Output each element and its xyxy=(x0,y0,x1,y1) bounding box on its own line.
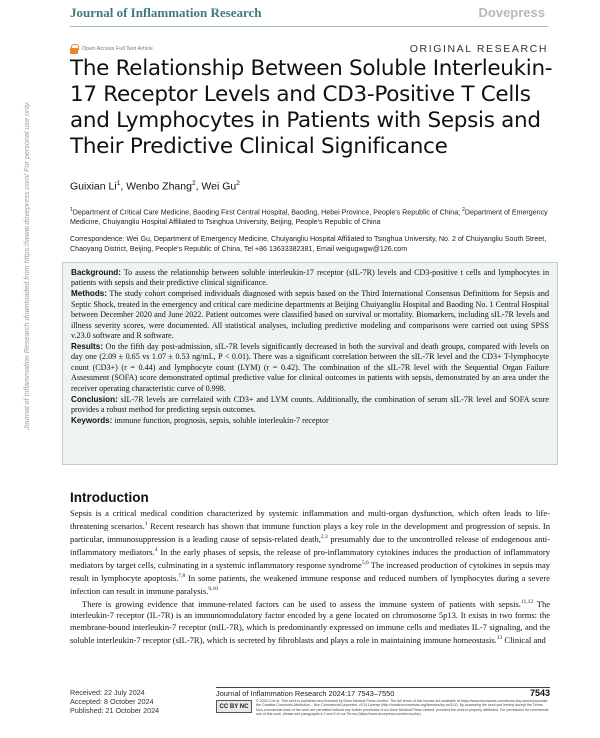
license-text: © 2024 Li et al. This work is published and licensed by Dove Medical Press Limited. The full terms of this license are available at https://www.dovepress.com/terms.php and incorporate the Creative Commons Attribution – Non Commercial (unported, v3.0) License (http://creativecommons.org/licenses/by-nc/3.0/). By accessing the work you hereby accept the Terms. Non-commercial uses of the work are permitted without any further permission from Dove Medical Press Limited, provided the work is properly attributed. For permission for commercial use of this work, please see paragraphs 4.2 and 5 of our Terms (https://www.dovepress.com/terms.php). xyxy=(256,699,549,717)
affiliation-text: Department of Emergency Medicine, Chuiyangliu Hospital Affiliated to Tsinghua University, Beijing, People's Republic of China xyxy=(70,208,548,226)
author-name[interactable]: Wenbo Zhang xyxy=(126,180,192,193)
body-text: The interleukin-7 receptor (IL-7R) is an immunomodulatory factor encoded by a gene located on chromosome 5p13. It exists in two forms: the membrane-bound interleukin-7 receptor (mIL-7R), which is predominantly expressed on immune cells and mediates IL-7 signaling, and the soluble interleukin-7 receptor (sIL-7R), which is secreted by fibroblasts and plays a role in maintaining immune homeostasis. xyxy=(70,599,551,645)
download-watermark-text: Journal of Inflammation Research downloaded from https://www.dovepress.com/ For personal use only. xyxy=(22,101,31,430)
citation-link[interactable]: 7,8 xyxy=(178,573,186,580)
abstract-methods xyxy=(71,289,549,341)
abstract-text: To assess the relationship between soluble interleukin-17 receptor (sIL-7R) levels and CD3-positive t cells and lymphocytes in patients with sepsis and their predictive clinical significance. xyxy=(71,268,549,288)
open-access-row xyxy=(70,44,153,54)
affiliation-text: Department of Critical Care Medicine, Baoding First Central Hospital, Baoding, Hebei Province, People's Republic of China; xyxy=(72,208,463,217)
section-label: Keywords: xyxy=(71,416,113,426)
correspondence: Correspondence: Wei Gu, Department of Emergency Medicine, Chuiyangliu Hospital Affiliated to Tsinghua University, No. 2 of Chuiyangliu South Street, Chaoyang District, Beijing, People's Republic of China, Tel +86 13633382381, Email weigugwgw@126.com xyxy=(70,235,547,253)
published-date: Published: 21 October 2024 xyxy=(70,706,160,715)
body-text: Sepsis is a critical medical condition characterized by systemic inflammation and multi-organ dysfunction, which often leads to life-threatening scenarios. xyxy=(70,508,550,532)
body-text: In some patients, the weakened immune response and reduced numbers of lymphocytes during a severe infection can result in immune paralysis. xyxy=(70,573,550,597)
open-lock-icon xyxy=(70,44,78,54)
body-text: Clinical and xyxy=(502,634,546,645)
journal-name[interactable]: Journal of Inflammation Research xyxy=(70,5,262,20)
author-affiliation-sup: 2 xyxy=(236,180,240,187)
section-heading-introduction: Introduction xyxy=(70,490,149,505)
abstract-box xyxy=(62,262,558,465)
footer-rule xyxy=(216,687,550,688)
author-name[interactable]: Guixian Li xyxy=(70,180,117,193)
affiliation-sup: 2 xyxy=(462,207,465,213)
citation-link[interactable]: 5,6 xyxy=(361,560,369,567)
page-number: 7543 xyxy=(529,688,550,698)
citation-link[interactable]: 11,12 xyxy=(520,599,534,606)
introduction-body xyxy=(70,508,550,646)
abstract-text: immune function, prognosis, sepsis, soluble interleukin-7 receptor xyxy=(112,416,329,426)
body-text: There is growing evidence that immune-related factors can be used to assess the immune system of patients with sepsis. xyxy=(82,599,521,610)
download-watermark xyxy=(22,101,62,430)
section-label: Methods: xyxy=(71,289,107,299)
article-dates xyxy=(70,688,159,715)
accepted-date: Accepted: 8 October 2024 xyxy=(70,697,154,706)
header-rule xyxy=(70,26,548,27)
section-label: Background: xyxy=(71,268,121,277)
citation-link[interactable]: 9,10 xyxy=(208,586,218,593)
author-list: Guixian Li$^1$, Wenbo Zhang$^2$, Wei Gu$^2$ xyxy=(70,180,240,193)
citation-link[interactable]: 13 xyxy=(496,634,503,641)
publisher-logo[interactable]: Dovepress xyxy=(478,5,545,20)
journal-header xyxy=(0,0,600,26)
section-label: Results: xyxy=(71,342,103,352)
body-text: Recent research has shown that immune function plays a key role in the development and progression of sepsis. In particular, immunosuppression is a leading cause of sepsis-related death, xyxy=(70,521,550,545)
body-text: The increased production of cytokines in sepsis may result in lymphocyte apoptosis. xyxy=(70,560,550,584)
journal-citation[interactable]: Journal of Inflammation Research 2024:17 7543–7550 xyxy=(216,689,395,698)
citation-link[interactable]: 4 xyxy=(154,547,158,554)
open-access-label: Open Access Full Text Article xyxy=(82,46,153,52)
abstract-results xyxy=(71,342,549,394)
author-affiliation-sup: 1 xyxy=(116,180,121,187)
citation-link[interactable]: 1 xyxy=(144,521,148,528)
affiliations xyxy=(70,206,550,227)
citation-link[interactable]: 2,3 xyxy=(320,534,328,541)
paragraph xyxy=(70,508,550,597)
abstract-keywords xyxy=(71,416,549,426)
article-type: ORIGINAL RESEARCH xyxy=(409,43,548,55)
abstract-text: On the fifth day post-admission, sIL-7R levels significantly decreased in both the survival and death groups, compared with levels on day one (2.09 ± 0.65 vs 1.07 ± 0.53 ng/mL, P < 0.01). There was a significant correlation between the sIL-7R level and the CD3+ T-lymphocyte count (CD3+) (r = 0.44) and lymphocyte count (LYM) (r = 0.42). The combination of the sIL-7R level with the Sequential Organ Failure Assessment (SOFA) score demonstrated optimal predictive value for clinical outcomes in patients with sepsis, demonstrated by an area under the receiver operating characteristic curve of 0.998. xyxy=(71,342,549,393)
abstract-text: sIL-7R levels are correlated with CD3+ and LYM counts. Additionally, the combination of serum sIL-7R level and SOFA score provides a robust method for predicting sepsis outcomes. xyxy=(71,394,549,415)
author-affiliation-sup: 2 xyxy=(191,180,196,187)
abstract-conclusion xyxy=(71,395,549,416)
abstract-text: The study cohort comprised individuals diagnosed with sepsis based on the Third International Consensus Definitions for Sepsis and Septic Shock, treated in the emergency and critical care medicine departments at Beijing Chuiyangliu Hospital and Baoding No. 1 Central Hospital between December 2020 and June 2022. Patient outcomes were classified based on survival or mortality. Biomarkers, including sIL-7R levels and illness severity scores, were documented. All statistical analyses, including predictive modeling and comparisons were carried out using SPSS v.23.0 software and R software. xyxy=(71,289,549,341)
article-title: The Relationship Between Soluble Interleukin-17 Receptor Levels and CD3-Positive T Cells and Lymphocytes in Patients with Sepsis and Their Predictive Clinical Significance xyxy=(70,56,553,159)
abstract-background xyxy=(71,268,549,289)
author-name[interactable]: Wei Gu xyxy=(201,180,237,193)
section-label: Conclusion: xyxy=(71,394,118,404)
creative-commons-badge-icon[interactable]: CC BY NC xyxy=(216,700,252,713)
body-text: In the early phases of sepsis, the release of pro-inflammatory cytokines induces the production of inflammatory mediators by target cells, culminating in a systemic inflammatory response syndrome xyxy=(70,547,550,571)
body-text: presumably due to the uncontrolled release of endogenous anti-inflammatory mediators. xyxy=(70,534,550,558)
received-date: Received: 22 July 2024 xyxy=(70,688,145,697)
paragraph xyxy=(70,597,550,645)
affiliation-sup: 1 xyxy=(70,207,73,213)
